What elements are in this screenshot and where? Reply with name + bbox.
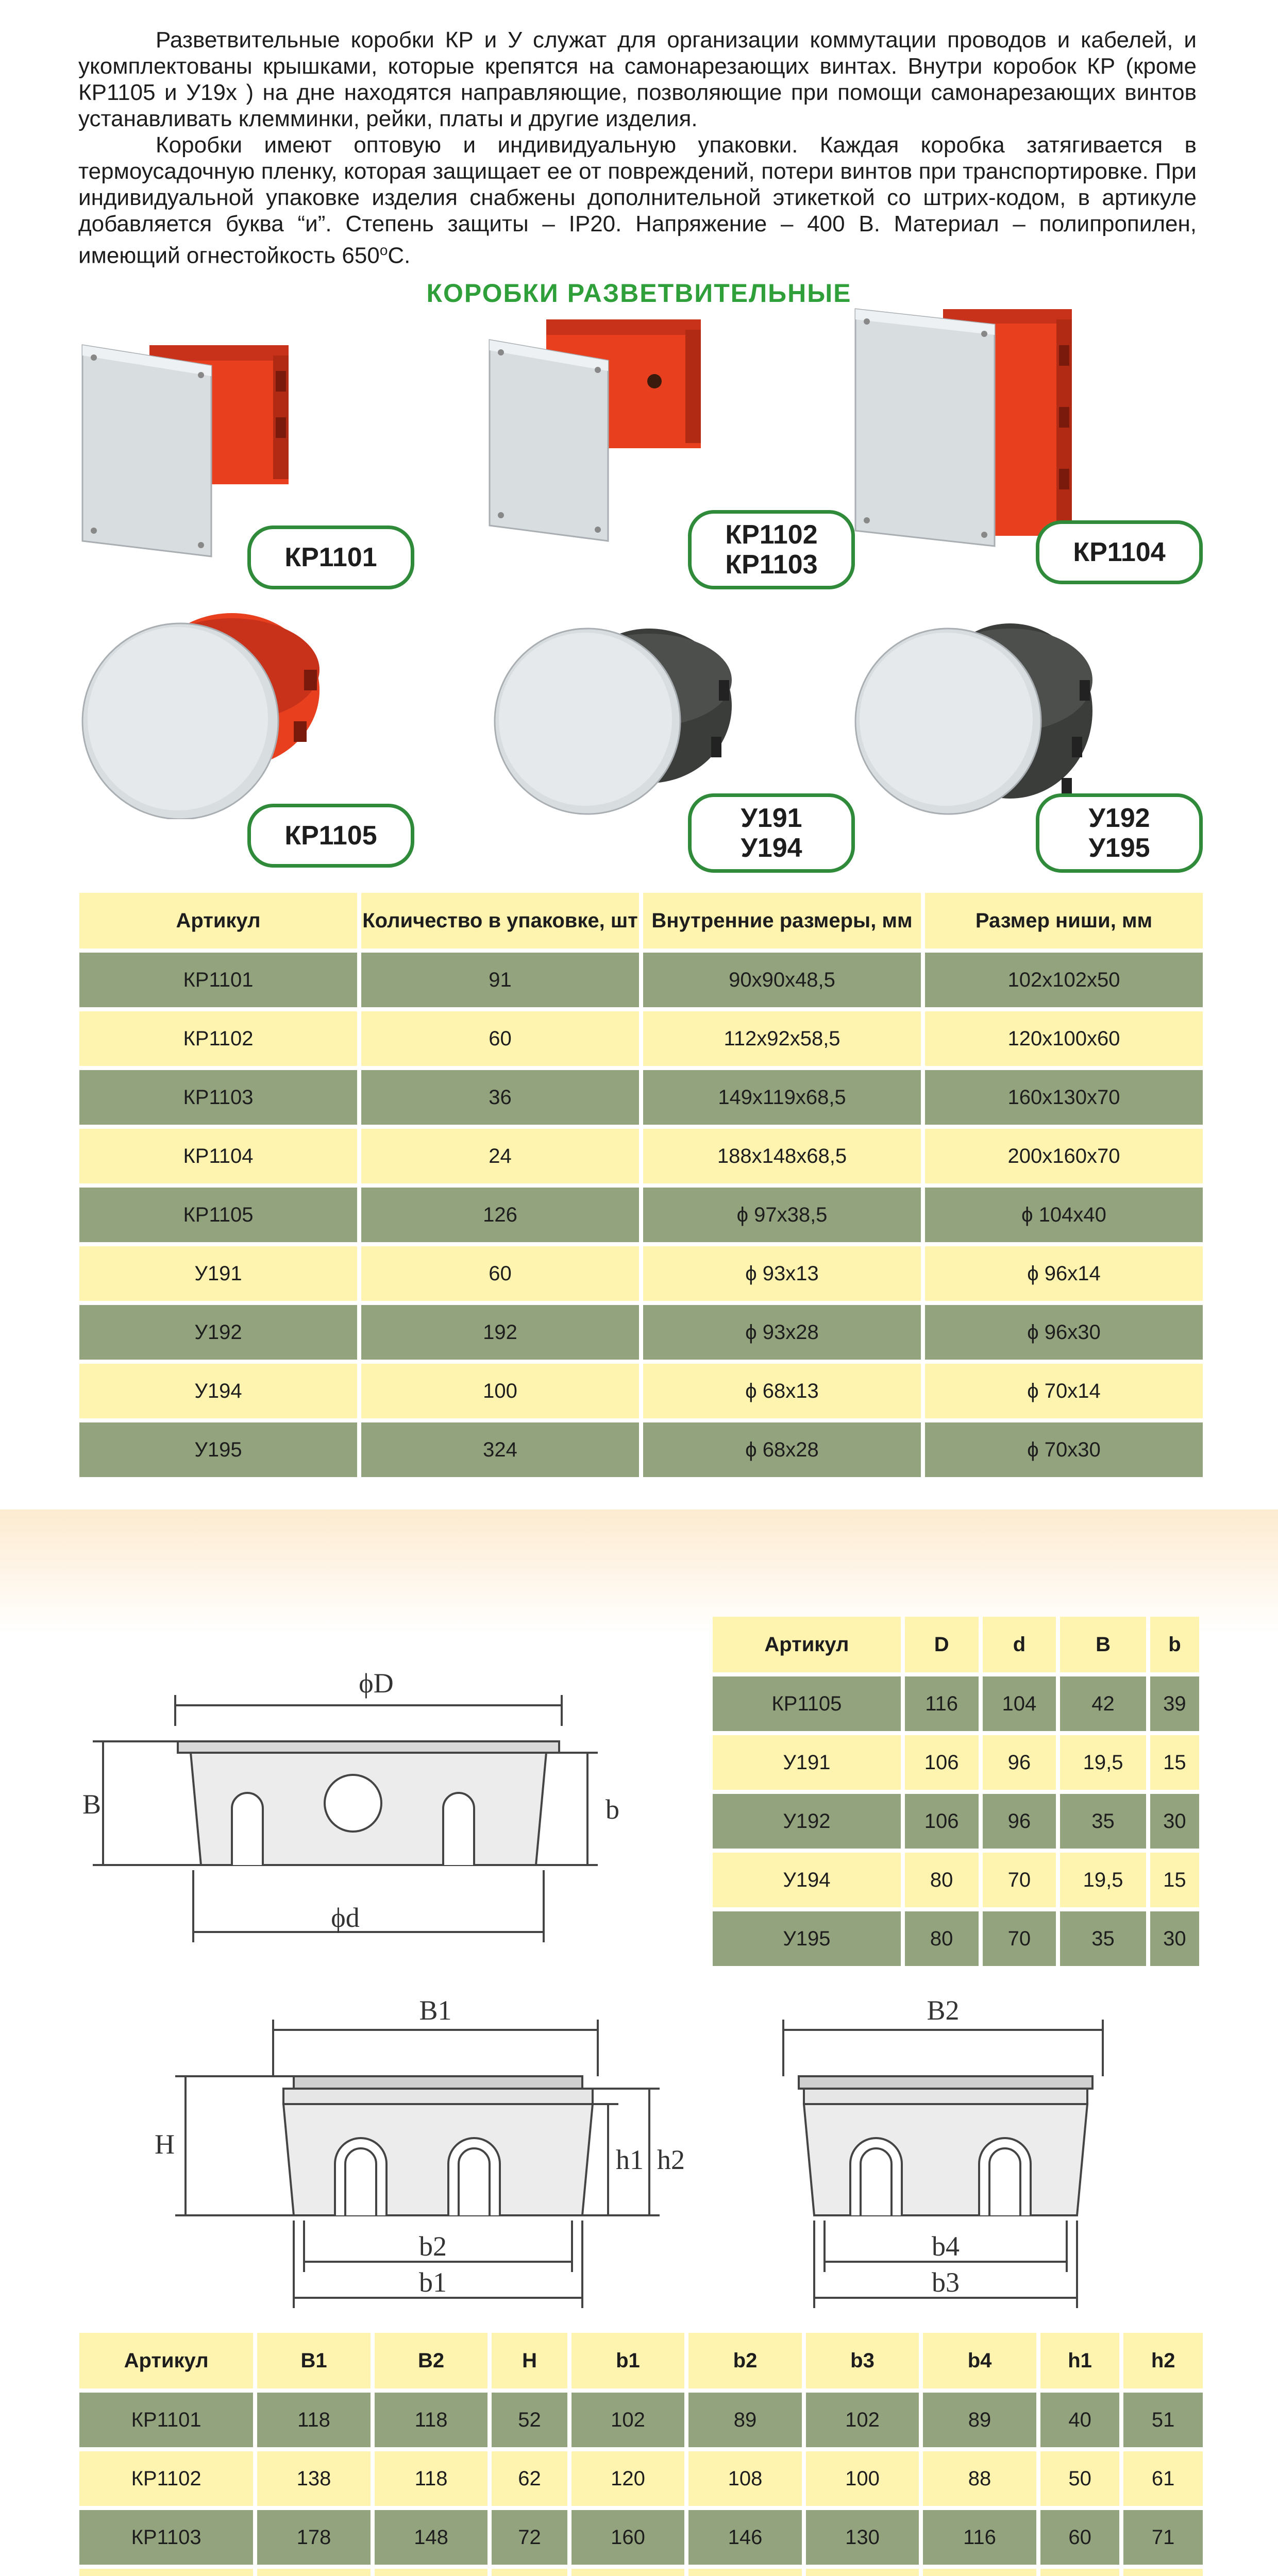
table-cell: 60 [1040, 2510, 1120, 2565]
table-row [713, 1735, 1199, 1790]
table-cell: ϕ 96x30 [925, 1305, 1203, 1360]
table-cell: 160 [571, 2510, 685, 2565]
dim-label-b2-top: B2 [927, 1999, 960, 2026]
table-cell: 15 [1150, 1735, 1199, 1790]
table-cell [375, 2569, 488, 2576]
table-header-cell: b4 [923, 2333, 1036, 2388]
table-row [79, 1305, 1203, 1360]
table-cell: 30 [1150, 1911, 1199, 1966]
table-cell: 39 [1150, 1676, 1199, 1731]
table-header-cell: Размер ниши, мм [925, 893, 1203, 948]
table-cell: 40 [1040, 2393, 1120, 2447]
table-cell: ϕ 68x13 [643, 1364, 921, 1418]
table-header-cell: b1 [571, 2333, 685, 2388]
product-image-u191 [484, 603, 732, 819]
spec-table-packaging-body [79, 953, 1203, 1477]
table-cell: 100 [361, 1364, 639, 1418]
table-cell: 19,5 [1060, 1853, 1146, 1907]
table-cell [688, 2569, 802, 2576]
product-label-kp1105: КР1105 [247, 804, 414, 868]
table-header-cell: D [905, 1617, 979, 1672]
table-row [713, 1794, 1199, 1849]
table-cell: У194 [713, 1853, 901, 1907]
table-header-cell: Артикул [79, 2333, 253, 2388]
intro-text [78, 27, 1197, 269]
table-cell: 96 [983, 1794, 1056, 1849]
table-header-cell: h2 [1123, 2333, 1203, 2388]
table-row [79, 1364, 1203, 1418]
dim-label-h: H [155, 2129, 175, 2160]
intro-paragraph-1: Разветвительные коробки КР и У служат для организации коммутации проводов и кабелей, и укомплектованы крышками, которые крепятся на самонарезающих винтах. Внутри коробок КР (кроме КР1105 и У19x ) на дне находятся направляющие, позволяющие при помощи самонарезающих винтов устанавливать клемминки, рейки, платы и другие изделия. [78, 27, 1197, 131]
table-cell: 192 [361, 1305, 639, 1360]
table-header-cell: Артикул [713, 1617, 901, 1672]
table-cell: ϕ 93x13 [643, 1246, 921, 1301]
product-label-kp1104: КР1104 [1036, 520, 1203, 584]
table-header-cell: b3 [806, 2333, 919, 2388]
table-cell: 70 [983, 1911, 1056, 1966]
table-header-cell: d [983, 1617, 1056, 1672]
table-header-cell: b [1150, 1617, 1199, 1672]
table-header-row [713, 1617, 1199, 1672]
table-cell: 88 [923, 2451, 1036, 2506]
table-cell [923, 2569, 1036, 2576]
table-cell: 89 [923, 2393, 1036, 2447]
table-cell [257, 2569, 371, 2576]
table-cell: КР1102 [79, 2451, 253, 2506]
table-cell: КР1101 [79, 953, 357, 1007]
table-cell: 118 [375, 2451, 488, 2506]
table-cell: 102 [571, 2393, 685, 2447]
table-row [79, 1188, 1203, 1242]
table-cell: 324 [361, 1422, 639, 1477]
table-row [79, 1422, 1203, 1477]
table-cell: 200x160x70 [925, 1129, 1203, 1183]
table-header-cell: Внутренние размеры, мм [643, 893, 921, 948]
table-header-row [79, 893, 1203, 948]
table-cell: 51 [1123, 2393, 1203, 2447]
table-cell: У192 [713, 1794, 901, 1849]
table-cell: ϕ 93x28 [643, 1305, 921, 1360]
product-image-kp1102 [484, 309, 727, 546]
table-cell: У194 [79, 1364, 357, 1418]
table-cell: 120x100x60 [925, 1011, 1203, 1066]
table-cell [79, 2569, 253, 2576]
table-row [79, 1011, 1203, 1066]
table-cell: 130 [806, 2510, 919, 2565]
table-cell: ϕ 70x14 [925, 1364, 1203, 1418]
table-cell: 80 [905, 1911, 979, 1966]
dim-label-d-outer: ϕD [359, 1668, 394, 1699]
table-header-cell: h1 [1040, 2333, 1120, 2388]
table-row [79, 1070, 1203, 1125]
table-cell: 60 [361, 1246, 639, 1301]
table-cell: 80 [905, 1853, 979, 1907]
table-cell: ϕ 97x38,5 [643, 1188, 921, 1242]
dim-label-b2-bottom: b2 [419, 2231, 447, 2262]
table-header-cell: Количество в упаковке, шт [361, 893, 639, 948]
table-cell [1040, 2569, 1120, 2576]
table-cell: 62 [492, 2451, 567, 2506]
table-cell: 138 [257, 2451, 371, 2506]
table-cell: 106 [905, 1794, 979, 1849]
dim-label-b3: b3 [932, 2267, 960, 2298]
table-row [79, 2510, 1203, 2565]
dim-label-b-outer: B [82, 1789, 102, 1820]
product-label-u192-u195: У192 У195 [1036, 793, 1203, 873]
table-cell: 15 [1150, 1853, 1199, 1907]
dim-label-b1-bottom: b1 [419, 2267, 447, 2298]
table-cell: 120 [571, 2451, 685, 2506]
table-cell: 35 [1060, 1794, 1146, 1849]
table-cell: 106 [905, 1735, 979, 1790]
table-cell [806, 2569, 919, 2576]
table-cell: У195 [79, 1422, 357, 1477]
table-cell: КР1105 [713, 1676, 901, 1731]
table-cell: 178 [257, 2510, 371, 2565]
table-cell: 112x92x58,5 [643, 1011, 921, 1066]
product-label-kp1101: КР1101 [247, 526, 414, 589]
spec-table-packaging [75, 889, 1207, 1481]
table-cell: 108 [688, 2451, 802, 2506]
spec-table-rect-body [79, 2393, 1203, 2576]
table-cell: 61 [1123, 2451, 1203, 2506]
table-cell: 149x119x68,5 [643, 1070, 921, 1125]
product-image-kp1104 [850, 304, 1098, 551]
table-cell: 96 [983, 1735, 1056, 1790]
dim-label-h1: h1 [616, 2144, 644, 2175]
table-header-row [79, 2333, 1203, 2388]
table-cell: 19,5 [1060, 1735, 1146, 1790]
table-cell: 60 [361, 1011, 639, 1066]
table-cell: КР1105 [79, 1188, 357, 1242]
table-cell: 71 [1123, 2510, 1203, 2565]
table-header-cell: B1 [257, 2333, 371, 2388]
table-row [713, 1853, 1199, 1907]
table-cell: 102 [806, 2393, 919, 2447]
table-row [713, 1911, 1199, 1966]
table-cell: КР1101 [79, 2393, 253, 2447]
table-cell: 188x148x68,5 [643, 1129, 921, 1183]
table-cell: КР1103 [79, 1070, 357, 1125]
table-header-cell: B2 [375, 2333, 488, 2388]
table-cell: КР1104 [79, 1129, 357, 1183]
table-cell: У195 [713, 1911, 901, 1966]
dim-label-b1-top: B1 [419, 1999, 452, 2026]
dim-label-b4: b4 [932, 2231, 960, 2262]
table-header-cell: H [492, 2333, 567, 2388]
table-row [79, 2393, 1203, 2447]
table-cell: 91 [361, 953, 639, 1007]
table-cell: 70 [983, 1853, 1056, 1907]
table-cell: КР1102 [79, 1011, 357, 1066]
table-row [79, 2451, 1203, 2506]
dim-label-h2: h2 [657, 2144, 685, 2175]
table-cell: 146 [688, 2510, 802, 2565]
drawing-round-box [72, 1664, 639, 1973]
table-cell: 102x102x50 [925, 953, 1203, 1007]
table-header-cell: b2 [688, 2333, 802, 2388]
table-cell: 90x90x48,5 [643, 953, 921, 1007]
table-cell: 35 [1060, 1911, 1146, 1966]
table-row [79, 1246, 1203, 1301]
drawing-rect-box-front [134, 1999, 711, 2329]
dim-label-d-inner: ϕd [331, 1902, 360, 1933]
table-row [713, 1676, 1199, 1731]
table-cell: 36 [361, 1070, 639, 1125]
table-cell: У192 [79, 1305, 357, 1360]
table-cell: КР1103 [79, 2510, 253, 2565]
table-row [79, 953, 1203, 1007]
table-cell: 116 [905, 1676, 979, 1731]
table-cell: 100 [806, 2451, 919, 2506]
section-title: КОРОБКИ РАЗВЕТВИТЕЛЬНЫЕ [426, 279, 852, 308]
table-cell: 118 [375, 2393, 488, 2447]
product-label-u191-u194: У191 У194 [688, 793, 855, 873]
table-cell: 52 [492, 2393, 567, 2447]
product-label-kp1102-kp1103: КР1102 КР1103 [688, 510, 855, 589]
table-cell: ϕ 70x30 [925, 1422, 1203, 1477]
table-row [79, 1129, 1203, 1183]
product-image-u192 [845, 603, 1092, 819]
table-header-cell: Артикул [79, 893, 357, 948]
table-cell [571, 2569, 685, 2576]
table-cell: 126 [361, 1188, 639, 1242]
table-cell: 30 [1150, 1794, 1199, 1849]
product-image-kp1105 [77, 592, 325, 819]
table-cell: 116 [923, 2510, 1036, 2565]
table-cell [1123, 2569, 1203, 2576]
table-header-cell: B [1060, 1617, 1146, 1672]
table-cell: 24 [361, 1129, 639, 1183]
intro-paragraph-2: Коробки имеют оптовую и индивидуальную упаковки. Каждая коробка затягивается в термоусадочную пленку, которая защищает ее от повреждений, потери винтов при транспортировке. При индивидуальной упаковке изделия снабжены дополнительной этикеткой со штрих-кодом, в артикуле добавляется буква “и”. Степень защиты – IP20. Напряжение – 400 В. Материал – полипропилен, имеющий огнестойкость $650^оС$. [78, 132, 1197, 268]
dim-label-b-inner: b [606, 1794, 619, 1825]
table-cell: 72 [492, 2510, 567, 2565]
table-cell [492, 2569, 567, 2576]
table-cell: 50 [1040, 2451, 1120, 2506]
table-cell: 104 [983, 1676, 1056, 1731]
table-cell: 148 [375, 2510, 488, 2565]
table-cell: ϕ 68x28 [643, 1422, 921, 1477]
spec-table-round-body [713, 1676, 1199, 1966]
spec-table-round [709, 1613, 1203, 1970]
table-cell: У191 [79, 1246, 357, 1301]
table-cell: 118 [257, 2393, 371, 2447]
table-cell: ϕ 96x14 [925, 1246, 1203, 1301]
drawing-rect-box-side [773, 1999, 1134, 2329]
table-cell: У191 [713, 1735, 901, 1790]
table-row [79, 2569, 1203, 2576]
table-cell: 160x130x70 [925, 1070, 1203, 1125]
table-cell: ϕ 104x40 [925, 1188, 1203, 1242]
spec-table-rect [75, 2329, 1207, 2576]
table-cell: 42 [1060, 1676, 1146, 1731]
table-cell: 89 [688, 2393, 802, 2447]
